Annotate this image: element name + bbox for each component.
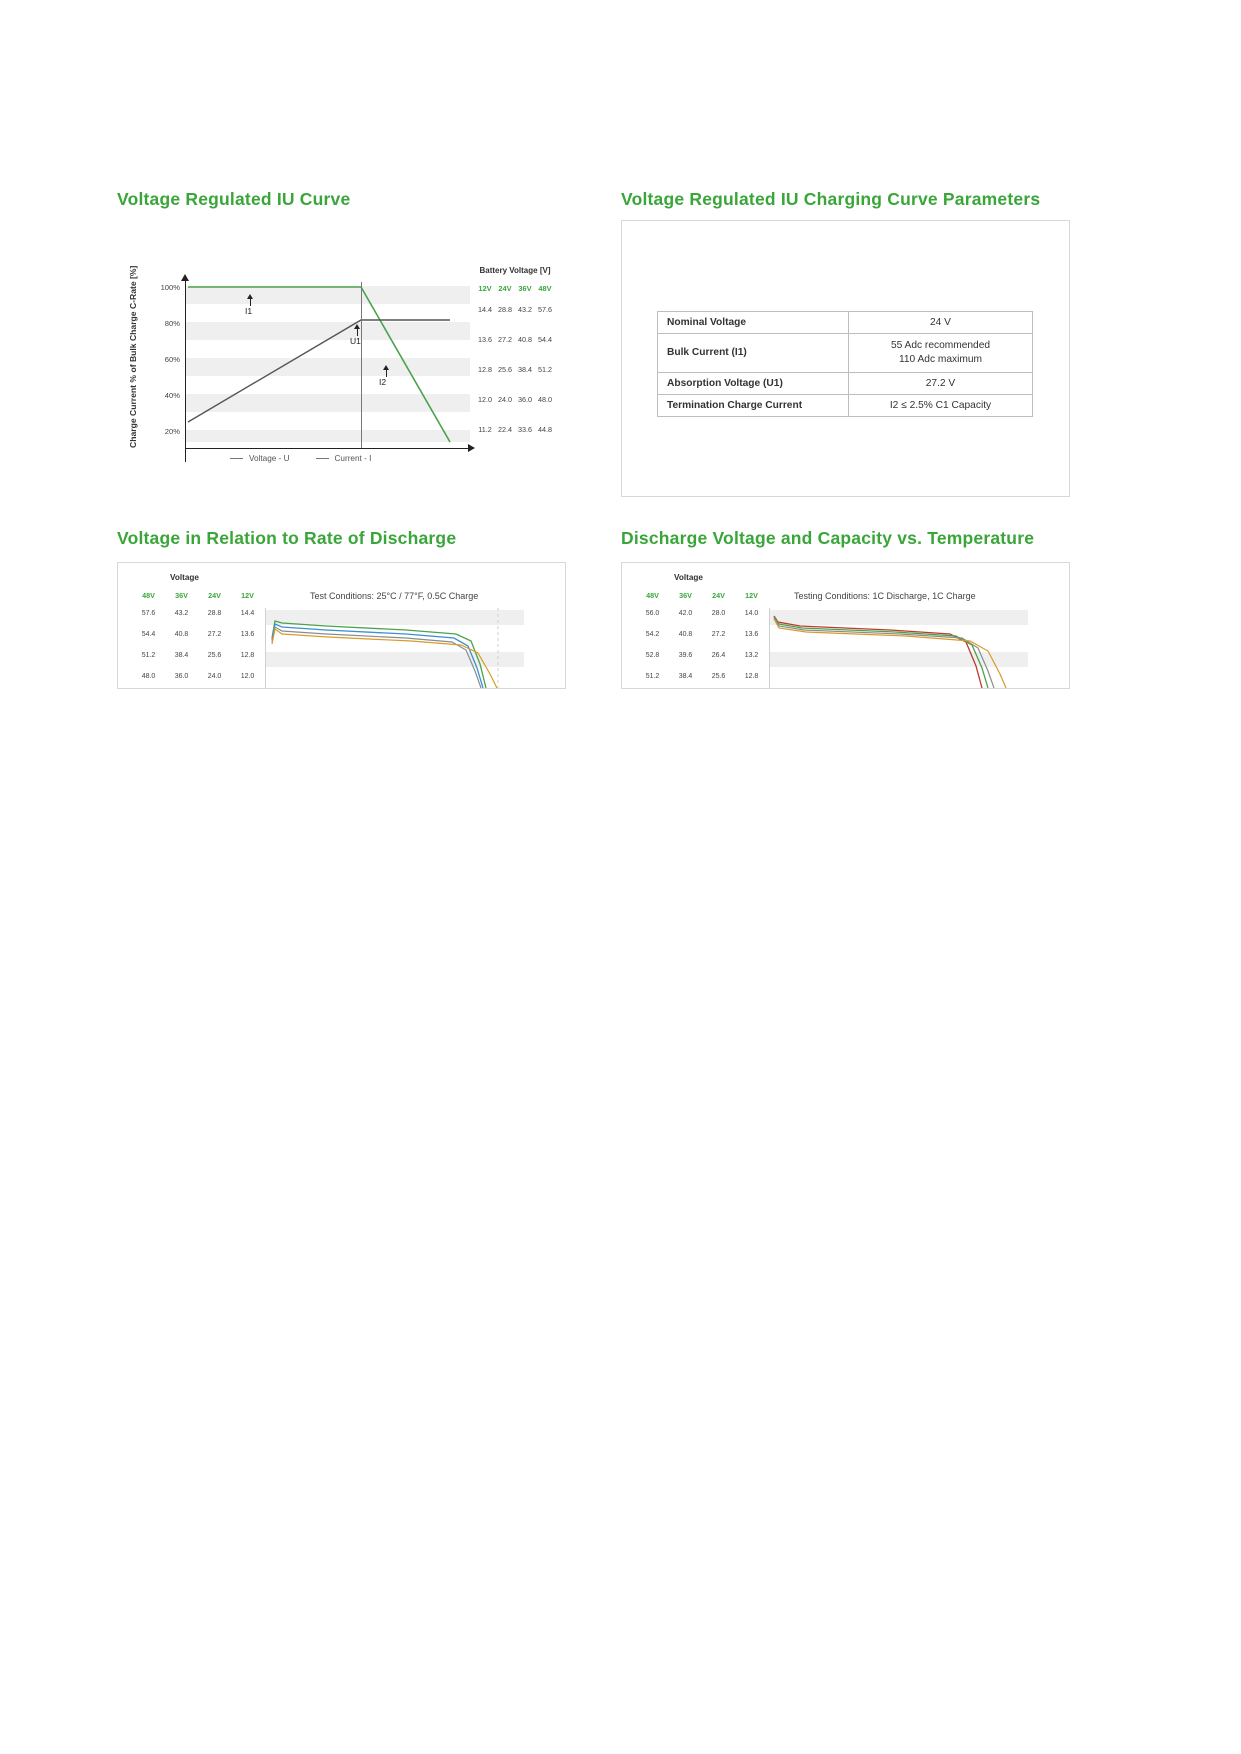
cell: 13.6 [478, 335, 492, 344]
cell: 43.2 [518, 305, 532, 314]
param-label-bulk-current: Bulk Current (I1) [658, 334, 849, 373]
legend-label-voltage: Voltage - U [249, 454, 290, 463]
temperature-plot-area [769, 608, 1028, 688]
table-row [132, 673, 264, 680]
marker-u1-stem [357, 329, 358, 336]
param-value-termination-current: I2 ≤ 2.5% C1 Capacity [849, 394, 1033, 416]
param-label-absorption-voltage: Absorption Voltage (U1) [658, 372, 849, 394]
cell: 27.2 [207, 631, 222, 638]
table-row [475, 335, 555, 344]
cell: 57.6 [538, 305, 552, 314]
table-row [658, 312, 1033, 334]
cell: 52.8 [645, 652, 660, 659]
iu-curve-y-axis [185, 280, 186, 462]
dc-col-36v: 36V [175, 591, 188, 600]
battery-voltage-table [475, 262, 555, 434]
cell: 42.0 [678, 610, 693, 617]
cell: 12.0 [478, 395, 492, 404]
temperature-figure [621, 562, 1070, 689]
current-curve [188, 287, 450, 442]
cell: 25.6 [711, 673, 726, 680]
cell: 26.4 [711, 652, 726, 659]
y-axis-arrow-icon [181, 274, 189, 281]
marker-label-i1: I1 [245, 306, 253, 316]
iu-curve-figure [130, 262, 555, 467]
marker-label-u1: U1 [350, 336, 361, 346]
cell: 33.6 [518, 425, 532, 434]
cell: 24.0 [498, 395, 512, 404]
table-row [636, 631, 768, 638]
dc-col-24v: 24V [208, 591, 221, 600]
cell: 14.4 [240, 610, 255, 617]
voltage-curve [188, 320, 450, 422]
cell: 28.8 [207, 610, 222, 617]
tc-col-36v: 36V [679, 591, 692, 600]
dc-col-48v: 48V [142, 591, 155, 600]
dc-col-12v: 12V [241, 591, 254, 600]
iu-parameters-table [657, 311, 1033, 417]
cell: 11.2 [478, 425, 492, 434]
iu-curve-plot-area [185, 262, 470, 442]
cell: 25.6 [207, 652, 222, 659]
legend-item-voltage [230, 454, 290, 463]
legend-label-current: Current - I [334, 454, 372, 463]
legend-item-current [316, 454, 372, 463]
temperature-test-conditions: Testing Conditions: 1C Discharge, 1C Charge [794, 591, 976, 601]
cell: 54.2 [645, 631, 660, 638]
cell: 24.0 [207, 673, 222, 680]
ytick-100: 100% [160, 283, 180, 292]
table-row [132, 652, 264, 659]
cell: 43.2 [174, 610, 189, 617]
cell: 36.0 [174, 673, 189, 680]
param-label-nominal-voltage: Nominal Voltage [658, 312, 849, 334]
discharge-curves-svg [266, 608, 524, 688]
cell: 44.8 [538, 425, 552, 434]
cell: 54.4 [538, 335, 552, 344]
cell: 25.6 [498, 365, 512, 374]
temperature-curves-svg [770, 608, 1028, 688]
discharge-test-conditions: Test Conditions: 25°C / 77°F, 0.5C Charge [310, 591, 479, 601]
section-title-temperature: Discharge Voltage and Capacity vs. Temperature [621, 528, 1035, 548]
bv-col-36v: 36V [518, 284, 532, 293]
iu-curve-x-axis [185, 448, 470, 449]
cell: 38.4 [678, 673, 693, 680]
cell: 36.0 [518, 395, 532, 404]
ytick-20: 20% [164, 427, 180, 436]
tc-col-48v: 48V [646, 591, 659, 600]
temperature-voltage-columns [636, 591, 768, 600]
cell: 38.4 [174, 652, 189, 659]
table-row [475, 305, 555, 314]
iu-curve-legend [230, 454, 371, 463]
param-label-termination-current: Termination Charge Current [658, 394, 849, 416]
cell: 40.8 [518, 335, 532, 344]
cell: 48.0 [141, 673, 156, 680]
ytick-80: 80% [164, 319, 180, 328]
iu-curve-svg [185, 262, 470, 448]
table-row [132, 631, 264, 638]
param-value-bulk-current-line2: 110 Adc maximum [898, 353, 983, 365]
legend-swatch-voltage [230, 458, 243, 460]
table-row [658, 334, 1033, 373]
section-title-iu-curve: Voltage Regulated IU Curve [117, 189, 351, 209]
cell: 22.4 [498, 425, 512, 434]
cell: 12.0 [240, 673, 255, 680]
cell: 56.0 [645, 610, 660, 617]
iu-parameters-card [621, 220, 1070, 497]
marker-i1-stem [250, 299, 251, 306]
cell: 54.4 [141, 631, 156, 638]
discharge-plot-area [265, 608, 524, 688]
phase-divider [361, 282, 362, 448]
table-row [658, 372, 1033, 394]
cell: 38.4 [518, 365, 532, 374]
table-row [636, 652, 768, 659]
ytick-60: 60% [164, 355, 180, 364]
cell: 51.2 [538, 365, 552, 374]
cell: 51.2 [645, 673, 660, 680]
cell: 51.2 [141, 652, 156, 659]
ytick-40: 40% [164, 391, 180, 400]
param-value-nominal-voltage: 24 V [849, 312, 1033, 334]
discharge-voltage-title: Voltage [170, 573, 199, 582]
bv-col-12v: 12V [478, 284, 492, 293]
cell: 27.2 [498, 335, 512, 344]
table-row [132, 610, 264, 617]
table-row [475, 365, 555, 374]
section-title-iu-parameters: Voltage Regulated IU Charging Curve Parameters [621, 189, 1041, 209]
tc-col-24v: 24V [712, 591, 725, 600]
cell: 13.6 [744, 631, 759, 638]
param-value-bulk-current [849, 334, 1033, 373]
cell: 39.6 [678, 652, 693, 659]
marker-label-i2: I2 [379, 377, 387, 387]
table-row [475, 425, 555, 434]
bv-col-24v: 24V [498, 284, 512, 293]
bv-col-48v: 48V [538, 284, 552, 293]
tc-col-12v: 12V [745, 591, 758, 600]
discharge-voltage-columns [132, 591, 264, 600]
cell: 48.0 [538, 395, 552, 404]
cell: 27.2 [711, 631, 726, 638]
iu-curve-y-axis-label: Charge Current % of Bulk Charge C-Rate [%] [128, 265, 138, 448]
cell: 14.4 [478, 305, 492, 314]
param-value-absorption-voltage: 27.2 V [849, 372, 1033, 394]
battery-voltage-table-header [475, 284, 555, 293]
cell: 12.8 [744, 673, 759, 680]
cell: 28.8 [498, 305, 512, 314]
x-axis-arrow-icon [468, 444, 475, 452]
cell: 57.6 [141, 610, 156, 617]
table-row [636, 673, 768, 680]
table-row [475, 395, 555, 404]
cell: 40.8 [678, 631, 693, 638]
table-row [658, 394, 1033, 416]
temperature-voltage-title: Voltage [674, 573, 703, 582]
legend-swatch-current [316, 458, 329, 460]
table-row [636, 610, 768, 617]
cell: 12.8 [240, 652, 255, 659]
cell: 12.8 [478, 365, 492, 374]
cell: 28.0 [711, 610, 726, 617]
cell: 40.8 [174, 631, 189, 638]
rate-of-discharge-figure [117, 562, 566, 689]
section-title-rate-of-discharge: Voltage in Relation to Rate of Discharge [117, 528, 457, 548]
cell: 13.2 [744, 652, 759, 659]
battery-voltage-table-title: Battery Voltage [V] [479, 266, 551, 275]
param-value-bulk-current-line1: 55 Adc recommended [890, 340, 991, 351]
cell: 13.6 [240, 631, 255, 638]
cell: 14.0 [744, 610, 759, 617]
marker-i2-stem [386, 370, 387, 377]
